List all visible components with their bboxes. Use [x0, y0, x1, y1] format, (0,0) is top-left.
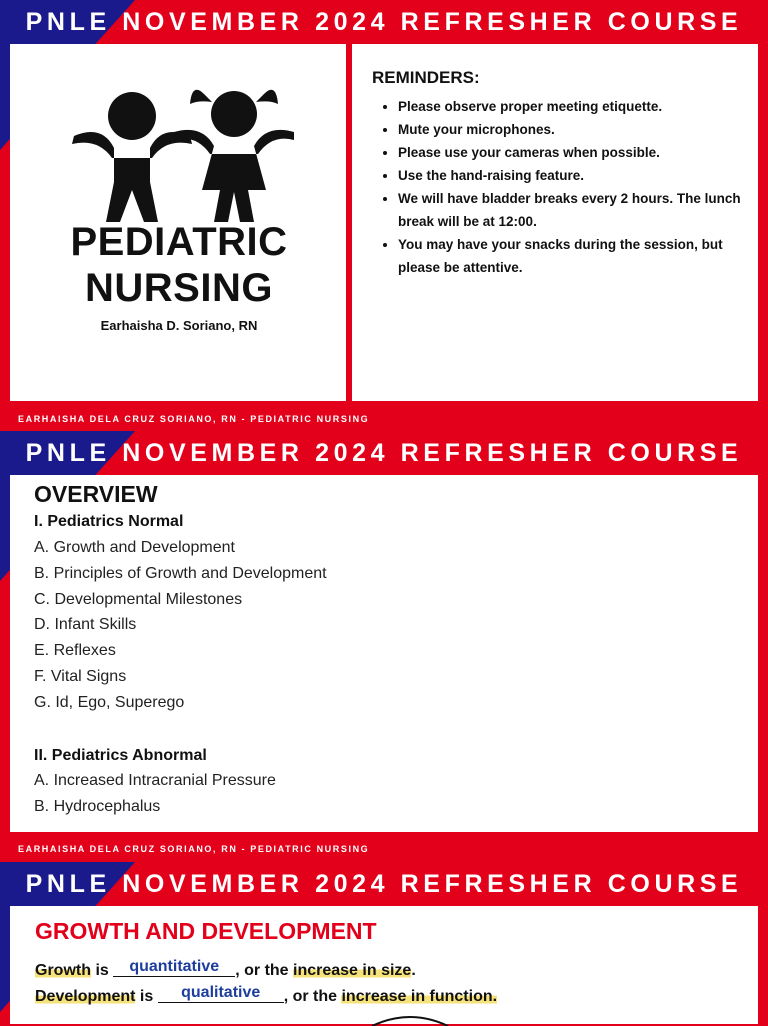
course-banner: PNLE NOVEMBER 2024 REFRESHER COURSE [25, 439, 743, 467]
reminder-item: • Use the hand-raising feature. [398, 164, 748, 187]
growth-definition [35, 958, 416, 981]
text-is: is [135, 988, 158, 1005]
course-banner: PNLE NOVEMBER 2024 REFRESHER COURSE [25, 8, 743, 36]
term-growth: Growth [35, 962, 91, 979]
highlight-phrase: increase in function. [341, 988, 498, 1005]
development-definition [35, 984, 498, 1007]
list-item: B. Principles of Growth and Development [34, 565, 327, 582]
list-item: G. Id, Ego, Superego [34, 694, 185, 711]
section-heading: I. Pediatrics Normal [34, 513, 184, 530]
reminder-item: • Please use your cameras when possible. [398, 141, 748, 164]
course-banner: PNLE NOVEMBER 2024 REFRESHER COURSE [25, 870, 743, 898]
author-name: Earhaisha D. Soriano, RN [100, 318, 258, 333]
highlight-phrase: increase in size [293, 962, 412, 979]
children-icon [62, 74, 302, 234]
slide-1 [0, 0, 768, 430]
text-or-the: , or the [283, 988, 342, 1005]
reminder-item: • Mute your microphones. [398, 118, 748, 141]
overview-title: OVERVIEW [34, 481, 158, 507]
reminder-item: • We will have bladder breaks every 2 hours. The lunch break will be at 12:00. [398, 187, 748, 233]
reminders-list [372, 95, 748, 279]
answer-blank: qualitative [158, 984, 284, 1003]
reminders-title: REMINDERS: [372, 68, 480, 87]
list-item: A. Growth and Development [34, 539, 235, 556]
section-heading: II. Pediatrics Abnormal [34, 747, 207, 764]
list-item: B. Hydrocephalus [34, 798, 161, 815]
slide-footer: EARHAISHA DELA CRUZ SORIANO, RN - PEDIATRIC NURSING [18, 414, 370, 424]
answer-blank: quantitative [113, 958, 235, 977]
term-development: Development [35, 988, 136, 1005]
text-end: . [411, 962, 416, 979]
growth-development-title: GROWTH AND DEVELOPMENT [35, 918, 377, 944]
text-is: is [91, 962, 114, 979]
slide-footer: EARHAISHA DELA CRUZ SORIANO, RN - PEDIATRIC NURSING [18, 844, 370, 854]
list-item: E. Reflexes [34, 642, 116, 659]
text-or-the: , or the [235, 962, 294, 979]
reminder-item: • Please observe proper meeting etiquette. [398, 95, 748, 118]
reminder-item: • You may have your snacks during the session, but please be attentive. [398, 233, 748, 279]
left-panel [10, 44, 346, 401]
list-item: C. Developmental Milestones [34, 591, 243, 608]
title-line-2: NURSING [85, 266, 273, 310]
partial-drawing [370, 1014, 450, 1026]
list-item: D. Infant Skills [34, 616, 137, 633]
list-item: A. Increased Intracranial Pressure [34, 772, 276, 789]
list-item: F. Vital Signs [34, 668, 127, 685]
title-line-1: PEDIATRIC [70, 220, 288, 264]
